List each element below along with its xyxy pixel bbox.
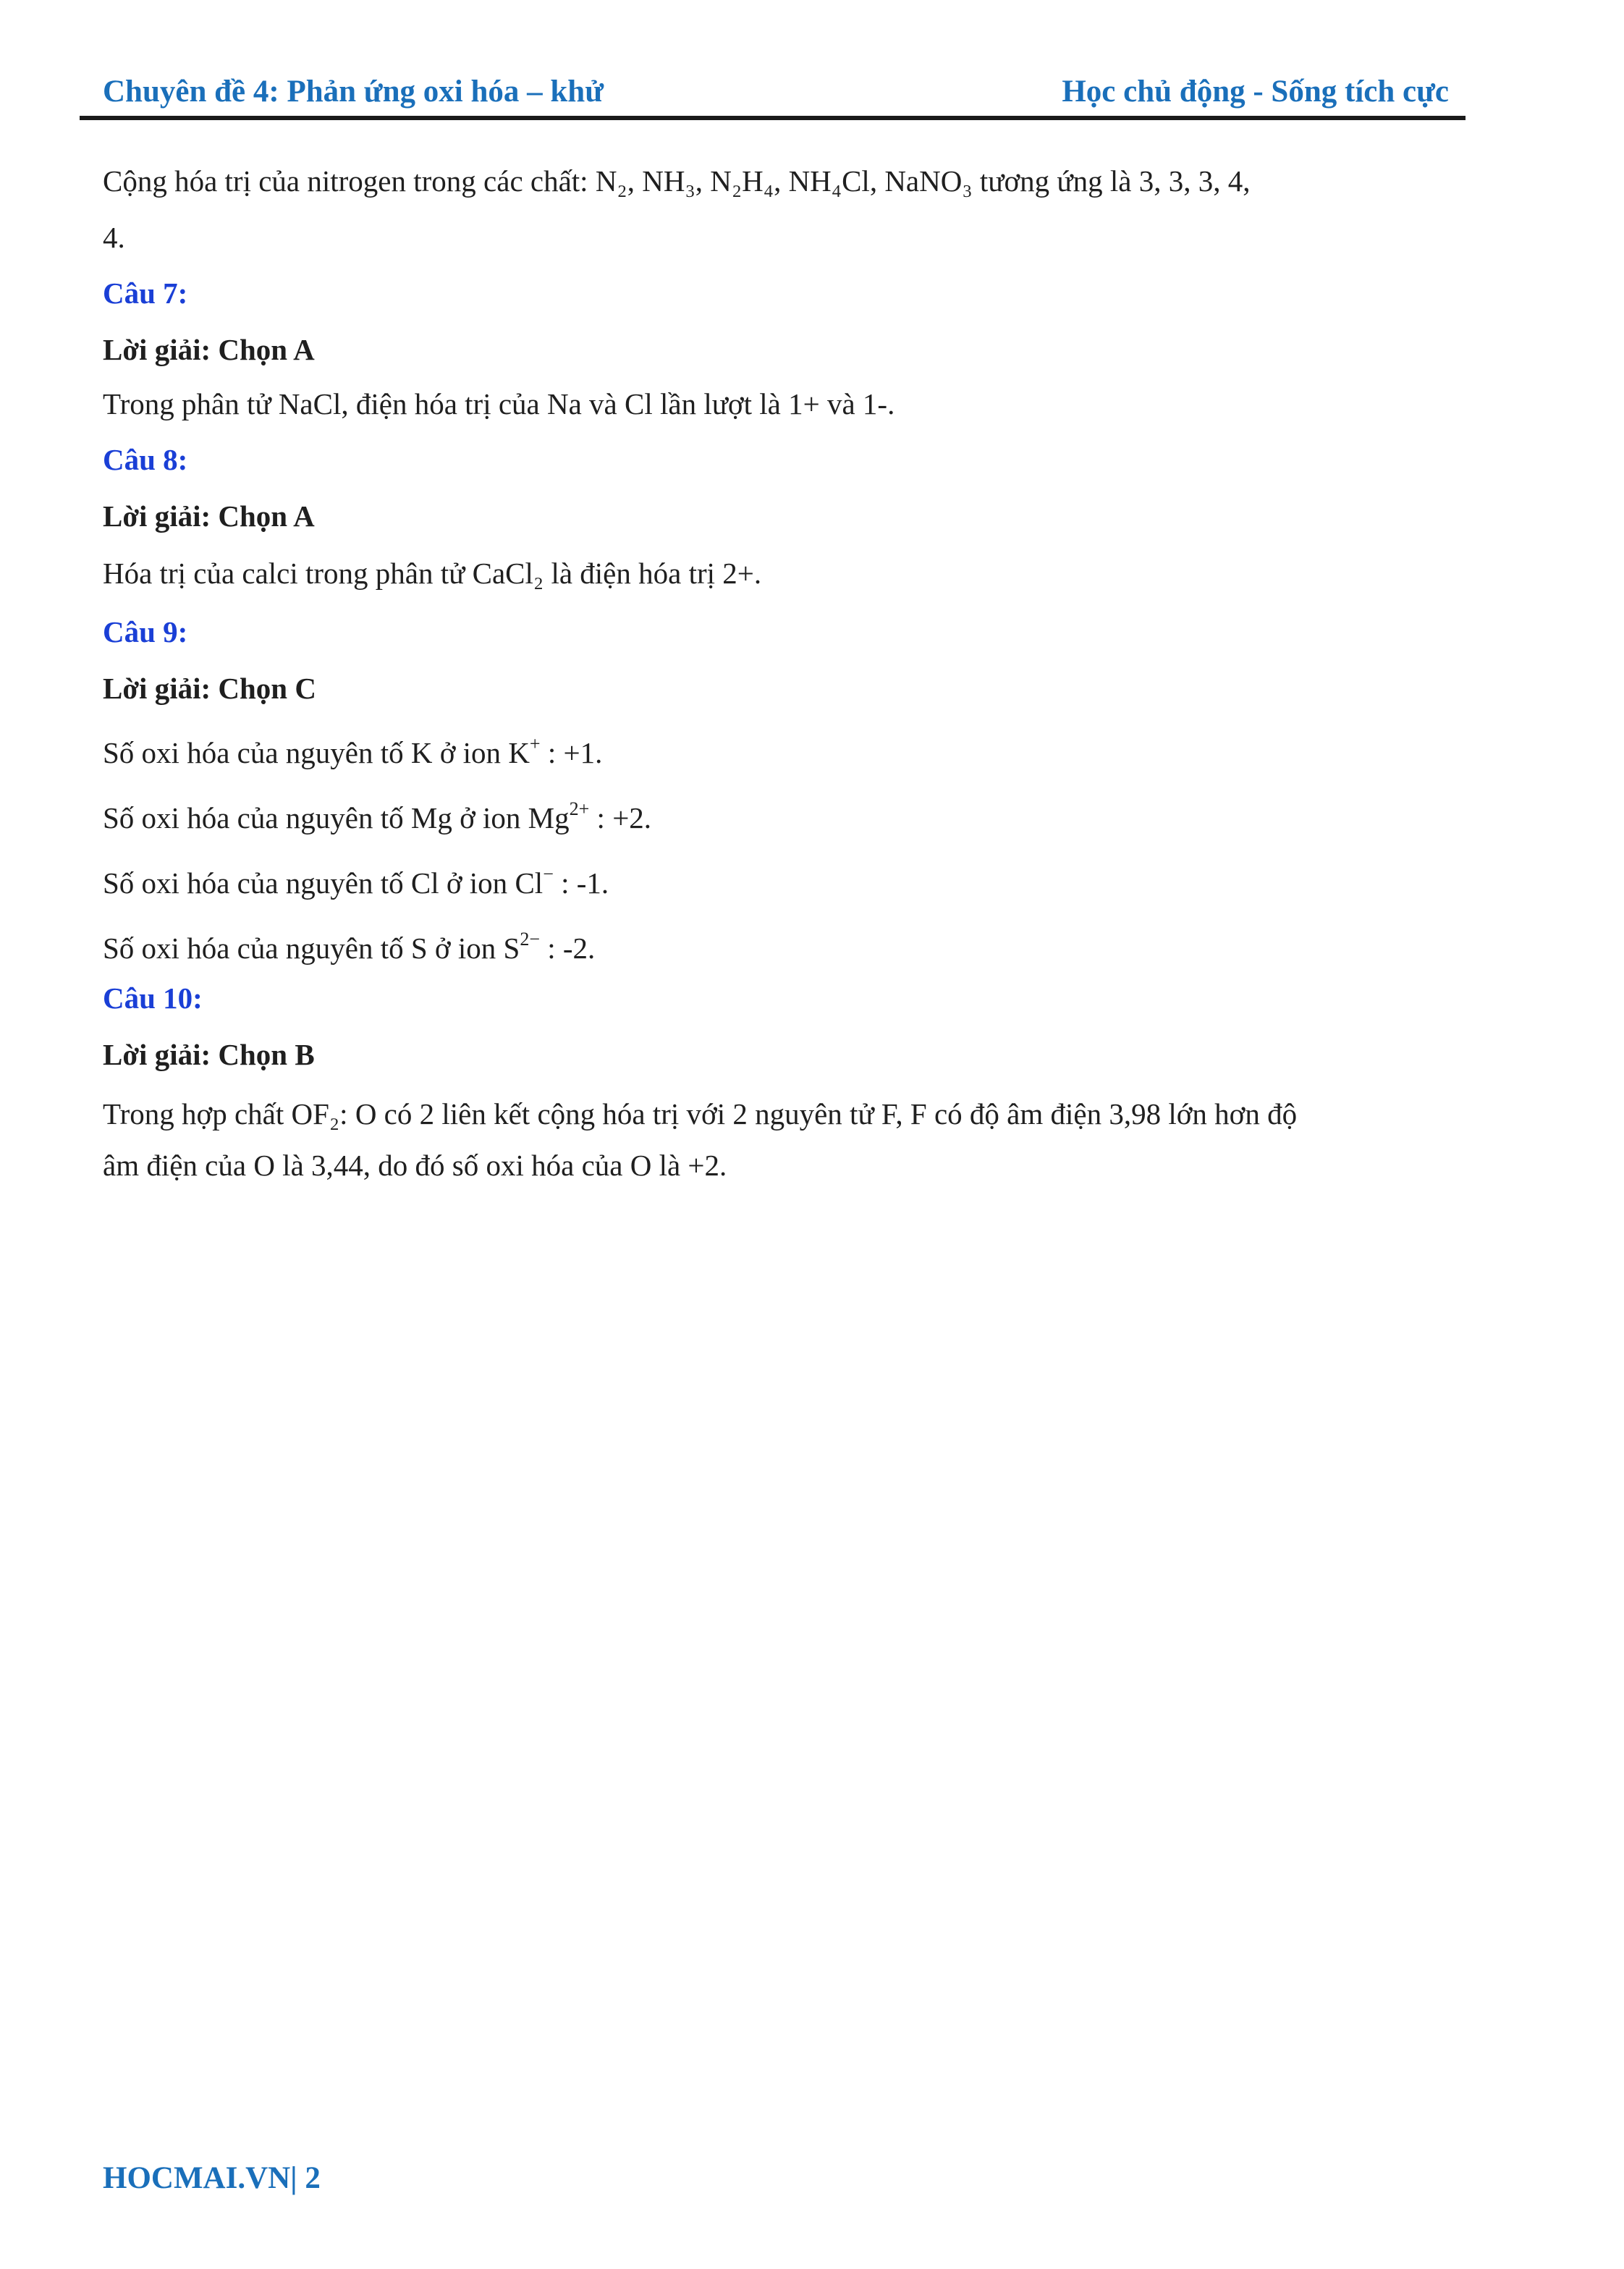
page-header: [103, 67, 1449, 117]
question-7-answer: Lời giải: Chọn A: [103, 333, 315, 366]
question-8-title: Câu 8:: [103, 443, 188, 476]
formula-nacl: NaCl,: [278, 387, 349, 421]
document-body: [103, 159, 1456, 1188]
intro-paragraph: Cộng hóa trị của nitrogen trong các chất: N₂, NH₃, N₂H₄, NH₄Cl, NaNO₃ tương ứng là 3, 3, 3, 4,: [103, 164, 1251, 198]
question-10-title: Câu 10:: [103, 981, 203, 1015]
question-8-explanation: Hóa trị của calci trong phân tử CaCl₂ là điện hóa trị 2+.: [103, 557, 762, 590]
question-8-answer: Lời giải: Chọn A: [103, 499, 315, 533]
question-9-line-mg: Số oxi hóa của nguyên tố Mg ở ion $Mg^{2+}$ : +2.: [103, 798, 652, 834]
question-9-line-s: Số oxi hóa của nguyên tố S ở ion $S^{2-}$ : -2.: [103, 929, 596, 965]
question-10-line-2: âm điện của O là 3,44, do đó số oxi hóa của O là +2.: [103, 1149, 727, 1182]
formula-cacl2: CaCl₂: [472, 557, 544, 590]
formula-nh3: NH₃: [642, 164, 695, 198]
header-topic: Chuyên đề 4: Phản ứng oxi hóa – khử: [103, 75, 604, 109]
header-slogan: Học chủ động - Sống tích cực: [1062, 75, 1449, 109]
question-9-title: Câu 9:: [103, 615, 188, 648]
question-9-answer: Lời giải: Chọn C: [103, 672, 316, 705]
question-7-explanation: Trong phân tử NaCl, điện hóa trị của Na và Cl lần lượt là 1+ và 1-.: [103, 387, 895, 421]
formula-n2h4: N₂H₄: [710, 164, 774, 198]
formula-n2: N₂: [595, 164, 627, 198]
question-9-line-cl: Số oxi hóa của nguyên tố Cl ở ion Cl− : -1.: [103, 863, 609, 900]
question-7-title: Câu 7:: [103, 276, 188, 310]
formula-nano3: NaNO₃: [884, 164, 973, 198]
header-divider: [80, 116, 1466, 120]
page-footer: HOCMAI.VN| 2: [103, 2161, 321, 2195]
formula-nh4cl: NH₄Cl: [788, 164, 870, 198]
question-9-line-k: Số oxi hóa của nguyên tố K ở ion K+ : +1.: [103, 733, 603, 769]
question-10-answer: Lời giải: Chọn B: [103, 1038, 315, 1071]
intro-continuation: 4.: [103, 221, 125, 254]
question-10-line-1: Trong hợp chất OF₂: O có 2 liên kết cộng hóa trị với 2 nguyên tử F, F có độ âm điện 3,98 lớn hơn độ: [103, 1097, 1298, 1131]
